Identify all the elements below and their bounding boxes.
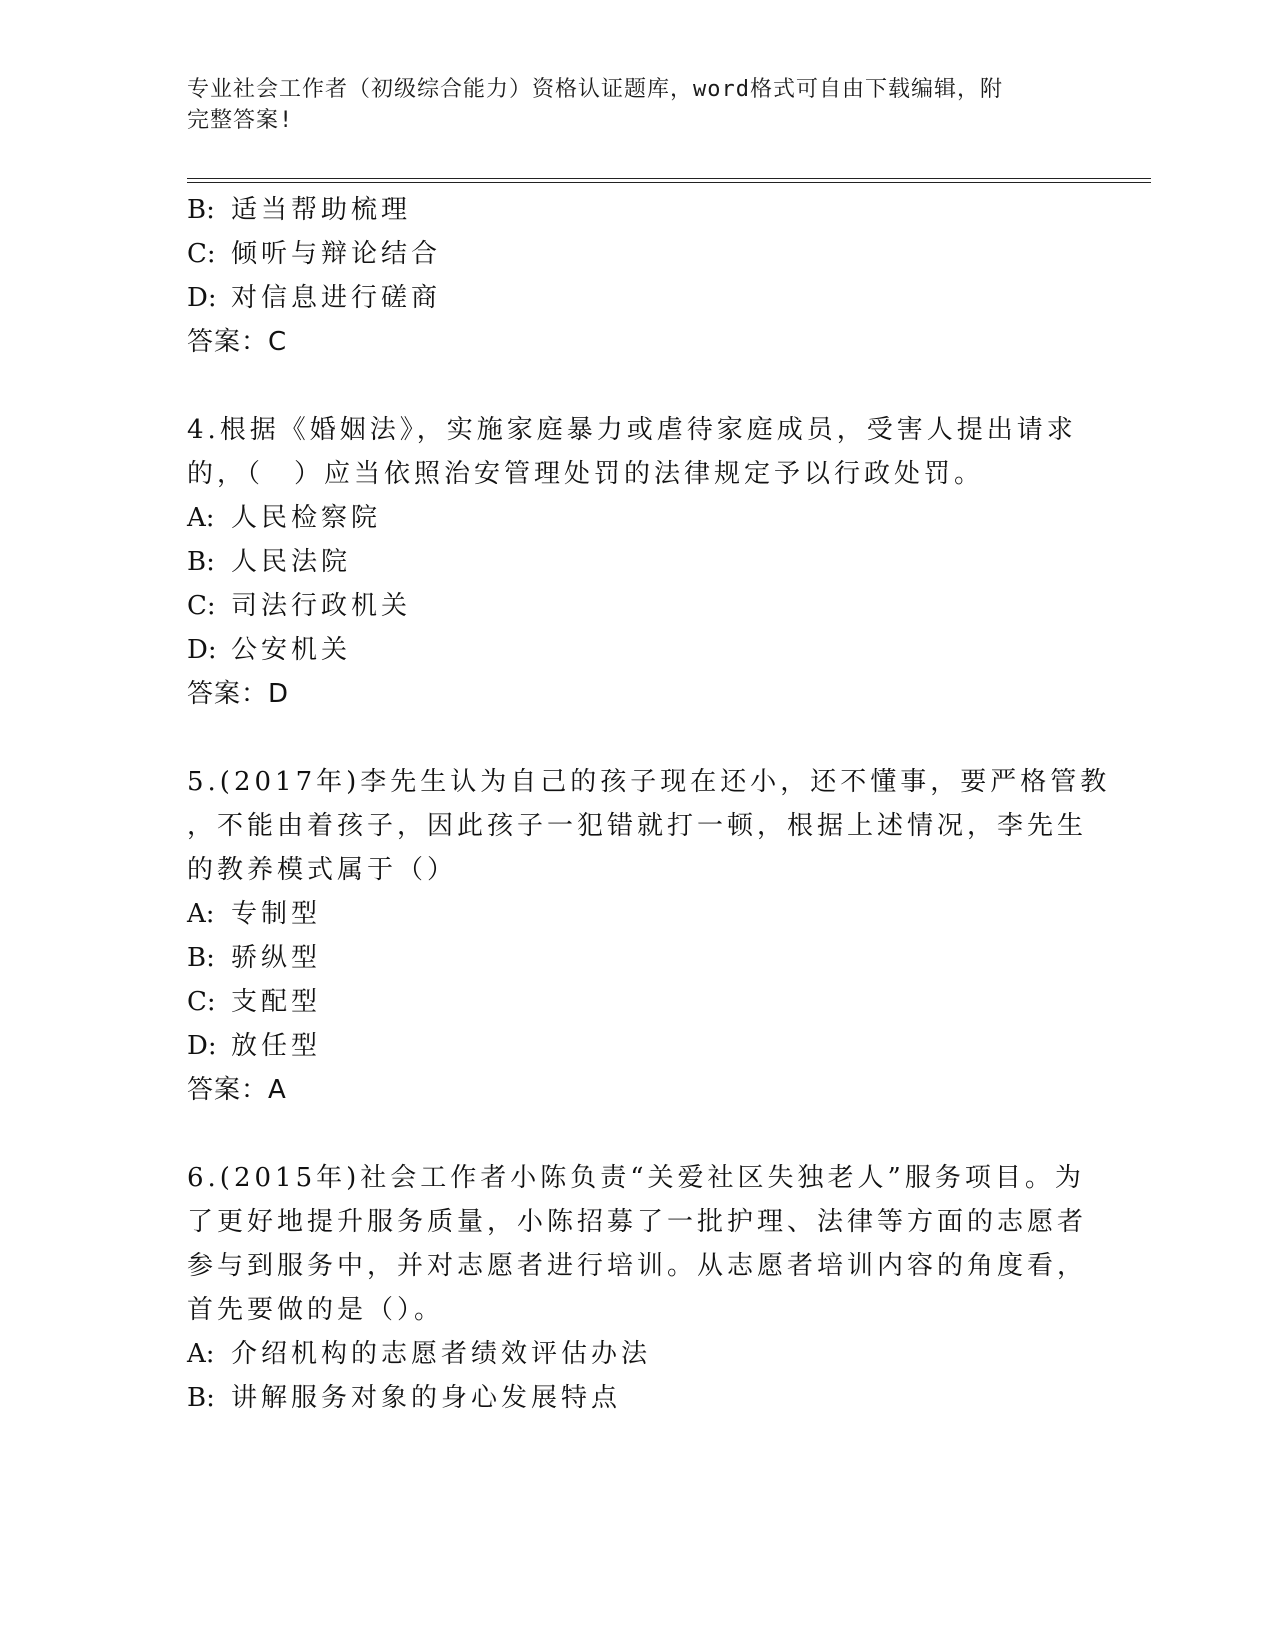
option-key: C: — [187, 987, 216, 1017]
option-key: D: — [187, 1031, 217, 1061]
option-text: 放任型 — [231, 1031, 322, 1061]
answer-line: 答案：D — [187, 679, 290, 709]
option-text: 介绍机构的志愿者绩效评估办法 — [231, 1339, 652, 1369]
option-text: 人民法院 — [231, 547, 352, 577]
option-text: 专制型 — [231, 899, 322, 929]
option-text: 讲解服务对象的身心发展特点 — [231, 1383, 622, 1413]
option-key: B: — [187, 195, 215, 225]
option-item — [187, 1381, 621, 1415]
question-stem-line: 参与到服务中，并对志愿者进行培训。从志愿者培训内容的角度看， — [187, 1251, 1088, 1281]
option-item — [187, 985, 321, 1019]
option-item — [187, 237, 441, 271]
option-item — [187, 1029, 321, 1063]
header-line-1: 专业社会工作者（初级综合能力）资格认证题库，word格式可自由下载编辑，附 — [187, 77, 1003, 102]
option-text: 司法行政机关 — [231, 591, 412, 621]
option-text: 骄纵型 — [231, 943, 322, 973]
option-item — [187, 633, 351, 667]
option-key: A: — [187, 899, 215, 929]
option-text: 公安机关 — [231, 635, 352, 665]
option-text: 对信息进行磋商 — [231, 283, 442, 313]
option-key: D: — [187, 283, 217, 313]
option-item — [187, 281, 441, 315]
option-text: 适当帮助梳理 — [231, 195, 412, 225]
question-stem-line: 的教养模式属于（） — [187, 855, 458, 885]
option-key: C: — [187, 239, 216, 269]
option-text: 人民检察院 — [231, 503, 382, 533]
option-item — [187, 1337, 651, 1371]
option-item — [187, 545, 351, 579]
option-item — [187, 193, 411, 227]
option-key: A: — [187, 503, 215, 533]
header-line-2: 完整答案! — [187, 108, 294, 133]
option-key: B: — [187, 943, 215, 973]
option-item — [187, 501, 381, 535]
header-divider-top — [187, 178, 1151, 179]
option-item — [187, 897, 321, 931]
header-divider-bottom — [187, 182, 1151, 183]
question-stem-line: ，不能由着孩子，因此孩子一犯错就打一顿，根据上述情况，李先生 — [187, 811, 1088, 841]
option-key: D: — [187, 635, 217, 665]
answer-line: 答案：C — [187, 327, 288, 357]
option-text: 倾听与辩论结合 — [231, 239, 442, 269]
question-stem-line: 6.(2015年)社会工作者小陈负责“关爱社区失独老人”服务项目。为 — [187, 1163, 1085, 1193]
question-stem-line: 5.(2017年)李先生认为自己的孩子现在还小，还不懂事，要严格管教 — [187, 767, 1111, 797]
option-key: C: — [187, 591, 216, 621]
option-item — [187, 941, 321, 975]
question-stem-line: 4.根据《婚姻法》，实施家庭暴力或虐待家庭成员，受害人提出请求 — [187, 415, 1077, 445]
option-key: B: — [187, 1383, 215, 1413]
question-stem-line: 的，（ ）应当依照治安管理处罚的法律规定予以行政处罚。 — [187, 459, 985, 489]
option-item — [187, 589, 411, 623]
question-stem-line: 首先要做的是（）。 — [187, 1295, 445, 1325]
document-header — [187, 74, 1067, 136]
answer-line: 答案：A — [187, 1075, 287, 1105]
option-text: 支配型 — [231, 987, 322, 1017]
question-stem-line: 了更好地提升服务质量，小陈招募了一批护理、法律等方面的志愿者 — [187, 1207, 1088, 1237]
option-key: A: — [187, 1339, 215, 1369]
option-key: B: — [187, 547, 215, 577]
